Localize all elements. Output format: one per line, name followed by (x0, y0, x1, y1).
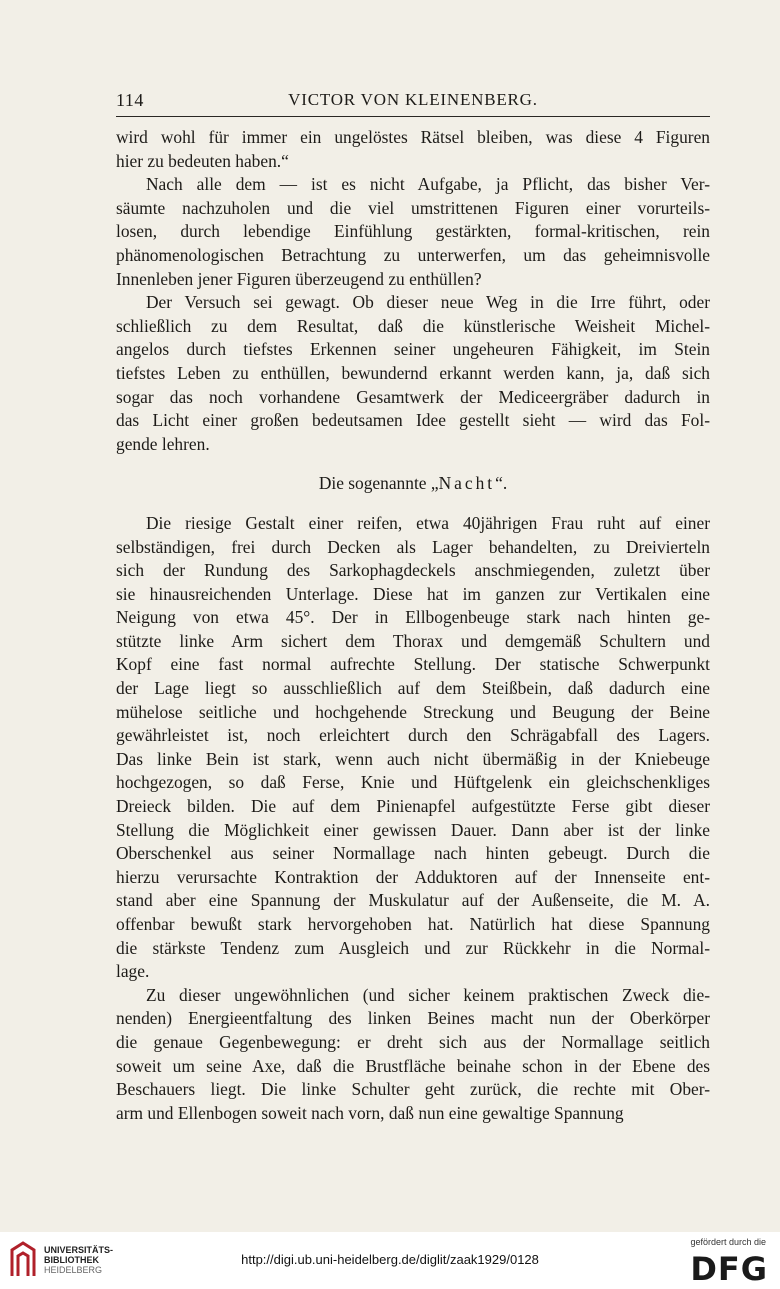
text-line: offenbar bewußt stark hervorgehoben hat. Natürlich hat diese Spannung (116, 914, 710, 934)
section-heading-suffix: “. (495, 473, 508, 494)
text-line: sie hinausreichenden Unterlage. Diese hat im ganzen zur Vertikalen eine (116, 583, 710, 604)
text-line: selbständigen, frei durch Decken als Lager behandelten, zu Dreivierteln (116, 536, 710, 557)
text-line: soweit um seine Axe, daß die Brustfläche beinahe schon in der Ebene des (116, 1055, 710, 1076)
text-line: arm und Ellenbogen soweit nach vorn, daß nun eine gewaltige Spannung (116, 1102, 624, 1123)
text-line: lage. (116, 961, 150, 982)
text-line: Innenleben jener Figuren überzeugend zu enthüllen? (116, 268, 482, 289)
text-line: Oberschenkel aus seiner Normallage nach hinten gebeugt. Durch die (116, 843, 710, 864)
text-line: Stellung die Möglichkeit einer gewissen Dauer. Dann aber ist der linke (116, 819, 710, 840)
body-text (116, 126, 710, 1125)
text-line: nenden) Energieentfaltung des linken Beines macht nun der Oberkörper (116, 1008, 710, 1029)
text-line: hierzu verursachte Kontraktion der Adduktoren auf der Innenseite ent- (116, 866, 710, 887)
text-line: Neigung von etwa 45°. Der in Ellbogenbeuge stark nach hinten ge- (116, 607, 710, 628)
text-line: Die riesige Gestalt einer reifen, etwa 40jährigen Frau ruht auf einer (146, 512, 710, 533)
text-line: das Licht einer großen bedeutsamen Idee gestellt sieht — wird das Fol- (116, 410, 710, 431)
text-line: Der Versuch sei gewagt. Ob dieser neue Weg in die Irre führt, oder (146, 292, 710, 313)
funder-caption: gefördert durch die (690, 1237, 766, 1247)
library-name-line2: BIBLIOTHEK (44, 1255, 99, 1265)
text-line: mühelose seitliche und hochgehende Streckung und Beugung der Beine (116, 701, 710, 722)
paragraphs-after-heading (116, 512, 710, 1125)
text-line: gende lehren. (116, 433, 210, 454)
text-line: tiefstes Leben zu enthüllen, bewundernd erkannt werden kann, ja, daß sich (116, 362, 710, 383)
text-line: Das linke Bein ist stark, wenn auch nicht übermäßig in der Kniebeuge (116, 748, 710, 769)
text-line: sich der Rundung des Sarkophagdeckels anschmiegenden, zuletzt über (116, 560, 710, 581)
running-title: VICTOR VON KLEINENBERG. (288, 90, 538, 109)
page-number: 114 (116, 90, 144, 110)
permalink-url[interactable]: http://digi.ub.uni-heidelberg.de/diglit/zaak1929/0128 (241, 1252, 539, 1267)
section-heading-prefix: Die sogenannte „ (318, 473, 439, 494)
text-line: gewährleistet ist, noch erleichtert durch den Schrägabfall des Lagers. (116, 725, 710, 746)
section-heading (116, 472, 710, 496)
text-line: hier zu bedeuten haben.“ (116, 150, 289, 171)
dfg-logo: DFG (690, 1250, 768, 1288)
text-line: Dreieck bilden. Die auf dem Pinienapfel aufgestützte Ferse gibt dieser (116, 796, 710, 817)
page-header (116, 88, 710, 117)
paragraphs-before-heading (116, 126, 710, 456)
text-line: wird wohl für immer ein ungelöstes Rätsel bleiben, was diese 4 Figuren (116, 127, 710, 147)
library-name-line1: UNIVERSITÄTS- (44, 1245, 114, 1255)
text-line: schließlich zu dem Resultat, daß die künstlerische Weisheit Michel- (116, 315, 710, 336)
text-line: Kopf eine fast normal aufrechte Stellung. Der statische Schwerpunkt (116, 654, 710, 675)
text-line: hochgezogen, so daß Ferse, Knie und Hüftgelenk ein gleichschenkliges (116, 772, 710, 793)
text-line: die stärkste Tendenz zum Ausgleich und zur Rückkehr in die Normal- (116, 937, 710, 958)
section-heading-word: Nacht (438, 473, 496, 494)
text-line: angelos durch tiefstes Erkennen seiner ungeheuren Fähigkeit, im Stein (116, 339, 710, 360)
text-line: die genaue Gegenbewegung: er dreht sich aus der Normallage seitlich (116, 1031, 710, 1052)
text-line: Zu dieser ungewöhnlichen (und sicher keinem praktischen Zweck die- (146, 984, 710, 1005)
digitization-footer (0, 1232, 780, 1289)
text-line: sogar das noch vorhandene Gesamtwerk der Mediceergräber dadurch in (116, 386, 710, 407)
text-line: der Lage liegt so ausschließlich auf dem Steißbein, daß dadurch eine (116, 678, 710, 699)
text-line: losen, durch lebendige Einfühlung gestärkten, formal-kritischen, rein (116, 221, 710, 242)
text-line: stützte linke Arm sichert dem Thorax und demgemäß Schultern und (116, 630, 710, 651)
library-name-line3: HEIDELBERG (44, 1265, 103, 1275)
text-line: stand aber eine Spannung der Muskulatur auf der Außenseite, die M. A. (116, 890, 710, 911)
text-line: Nach alle dem — ist es nicht Aufgabe, ja Pflicht, das bisher Ver- (146, 174, 710, 195)
text-line: phänomenologischen Betrachtung zu unterwerfen, um das geheimnisvolle (116, 244, 710, 265)
text-line: säumte nachzuholen und die viel umstrittenen Figuren einer vorurteils- (116, 197, 710, 218)
text-line: Beschauers liegt. Die linke Schulter geht zurück, die rechte mit Ober- (116, 1079, 710, 1100)
